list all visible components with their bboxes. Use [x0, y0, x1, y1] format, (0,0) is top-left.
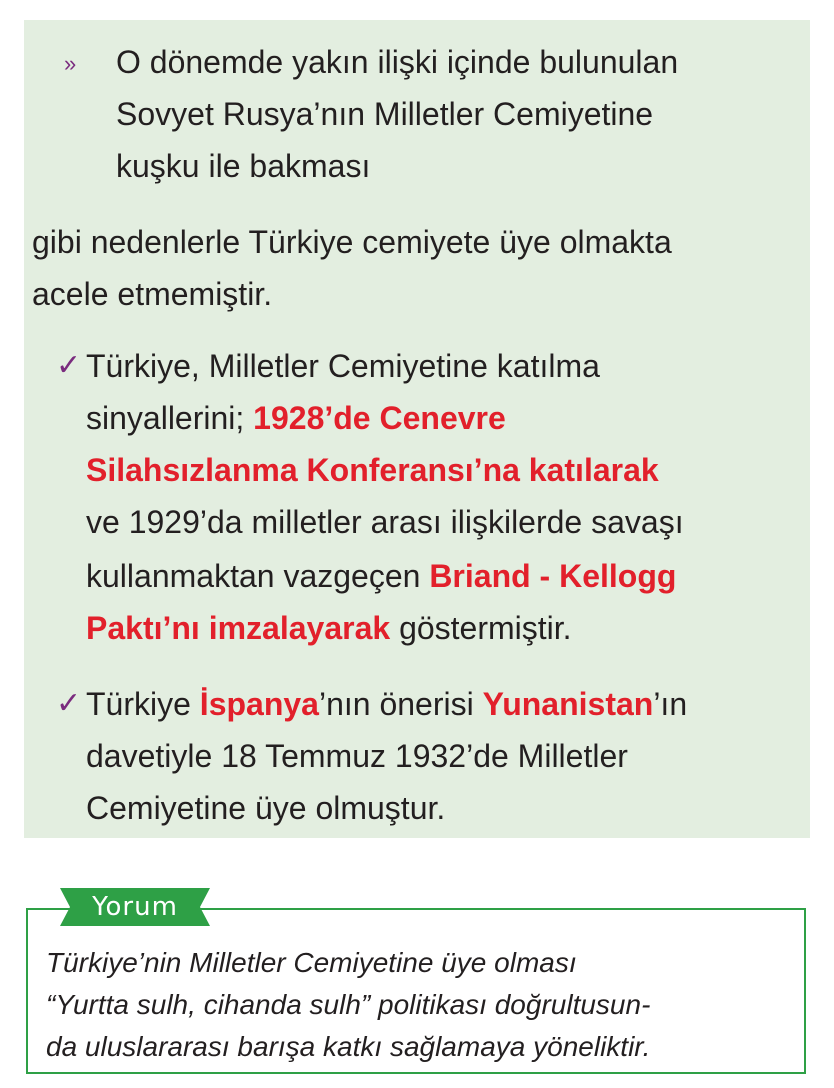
intro-line-1: O dönemde yakın ilişki içinde bulunulan [116, 44, 679, 80]
check2-text: ’nın önerisi [318, 686, 483, 722]
yorum-tab [60, 888, 210, 926]
check1-line-4: ve 1929’da milletler arası ilişkilerde savaşı [86, 504, 684, 540]
check2-text: Türkiye [86, 686, 200, 722]
check2-line-1 [86, 684, 687, 724]
paragraph-line-1: gibi nedenlerle Türkiye cemiyete üye olmakta [32, 224, 672, 260]
intro-line-3: kuşku ile bakması [116, 148, 371, 184]
check1-text: sinyallerini; [86, 400, 254, 436]
checkmark-icon: ✓ [56, 687, 82, 720]
check1-line-5 [86, 556, 676, 596]
check1-line-1: Türkiye, Milletler Cemiyetine katılma [86, 348, 600, 384]
checkmark-icon: ✓ [56, 349, 82, 382]
paragraph-line-2: acele etmemiştir. [32, 276, 273, 312]
intro-line-2: Sovyet Rusya’nın Milletler Cemiyetine [116, 96, 654, 132]
yorum-tab-label: Yorum [92, 892, 178, 922]
highlight-konferans: Silahsızlanma Konferansı’na katılarak [86, 452, 659, 488]
highlight-cenevre: 1928’de Cenevre [253, 400, 506, 436]
check1-text: göstermiştir. [390, 610, 572, 646]
yorum-line-1: Türkiye’nin Milletler Cemiyetine üye olması [46, 947, 577, 978]
yorum-line-3: da uluslararası barışa katkı sağlamaya yöneliktir. [46, 1031, 651, 1062]
highlight-pakt: Paktı’nı imzalayarak [86, 610, 391, 646]
highlight-yunanistan: Yunanistan [482, 686, 654, 722]
check2-line-3: Cemiyetine üye olmuştur. [86, 790, 446, 826]
check1-text: kullanmaktan vazgeçen [86, 558, 430, 594]
chevron-bullet-icon: » [64, 51, 77, 76]
check1-line-6 [86, 608, 572, 648]
yorum-line-2: “Yurtta sulh, cihanda sulh” politikası doğrultusun- [46, 989, 651, 1020]
check1-line-2 [86, 398, 506, 438]
check2-text: ’ın [653, 686, 688, 722]
highlight-ispanya: İspanya [199, 686, 319, 722]
highlight-briand-kellogg: Briand - Kellogg [429, 558, 677, 594]
check2-line-2: davetiyle 18 Temmuz 1932’de Milletler [86, 738, 628, 774]
